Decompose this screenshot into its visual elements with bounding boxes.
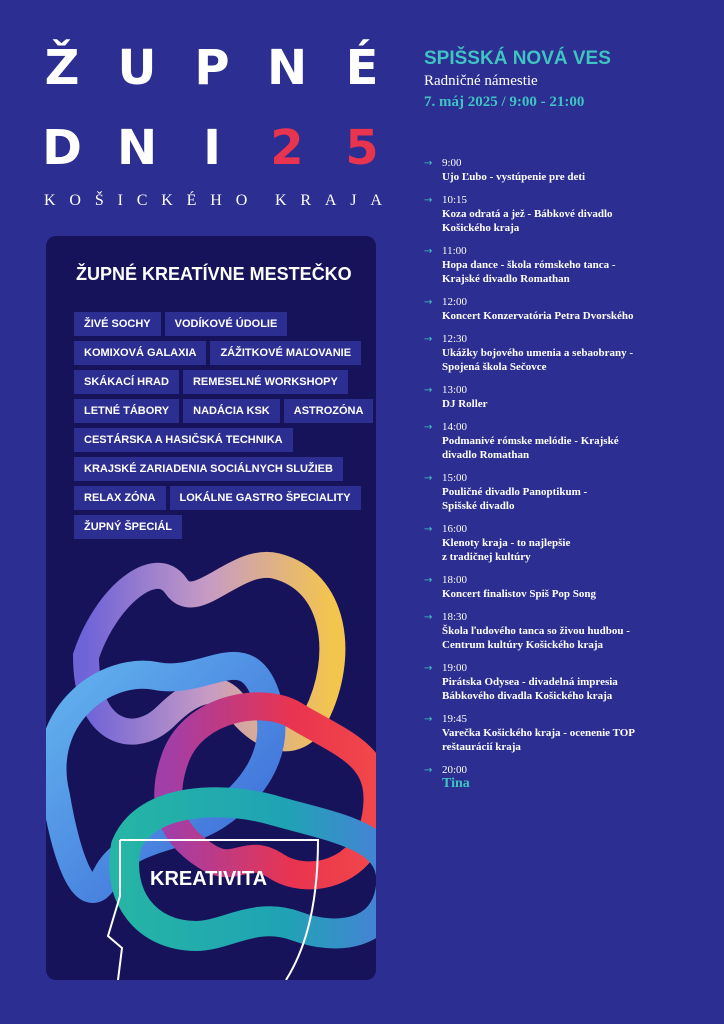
attraction-tag: LETNÉ TÁBORY [74,399,179,423]
title-letter: É [345,40,379,96]
schedule-time: 12:00 [442,296,468,308]
subtitle-letter: A [324,192,337,209]
arrow-right-icon: → [424,297,433,308]
schedule-description: Ukážky bojového umenia a sebaobrany - Spojená škola Sečovce [442,347,633,373]
arrow-right-icon: → [424,663,433,674]
venue-square: Radničné námestie [424,73,538,89]
arrow-right-icon: → [424,765,433,776]
schedule-time: 19:45 [442,713,468,725]
arrow-right-icon: → [424,714,433,725]
title-letter: D [42,120,82,176]
subtitle-letter: O [69,192,81,209]
schedule-time: 16:00 [442,523,468,535]
schedule-time: 19:00 [442,662,468,674]
schedule-description: Podmanivé rómske melódie - Krajské divadlo Romathan [442,435,619,461]
schedule-time: 18:00 [442,574,468,586]
title-letter: Ž [44,40,80,96]
schedule-item [424,194,714,235]
schedule-item [424,472,714,513]
title-letter: U [117,40,157,96]
attraction-tag: KOMIXOVÁ GALAXIA [74,341,206,365]
attraction-tag: NADÁCIA KSK [183,399,280,423]
schedule-item [424,384,714,411]
kreativita-label: KREATIVITA [150,868,268,890]
subtitle-letter: Š [94,192,104,209]
schedule-time: 10:15 [442,194,468,206]
subtitle-letter: I [117,192,123,209]
title-line-1 [42,40,382,96]
schedule-description: Koncert Konzervatória Petra Dvorského [442,310,634,322]
schedule-description: Varečka Košického kraja - ocenenie TOP reštaurácií kraja [442,727,636,753]
subtitle-letter: É [186,192,197,209]
attraction-tag: CESTÁRSKA A HASIČSKÁ TECHNIKA [74,428,293,452]
attraction-tag: REMESELNÉ WORKSHOPY [183,370,348,394]
arrow-right-icon: → [424,575,433,586]
schedule-description: Pirátska Odysea - divadelná impresia Bábkového divadla Košického kraja [442,676,618,702]
schedule-description: Koza odratá a jež - Bábkové divadlo Košického kraja [442,208,613,234]
schedule-time: 20:00 [442,764,468,776]
subtitle-letter: K [274,192,287,209]
schedule-description: Pouličné divadlo Panoptikum - Spišské divadlo [442,486,588,512]
schedule-item [424,523,714,564]
schedule-description: Klenoty kraja - to najlepšie z tradičnej kultúry [442,537,571,563]
title-letter: N [117,120,158,176]
schedule-time: 13:00 [442,384,468,396]
schedule-time: 11:00 [442,245,467,257]
attraction-tag: LOKÁLNE GASTRO ŠPECIALITY [170,486,361,510]
schedule-time: 12:30 [442,333,468,345]
schedule-time: 18:30 [442,611,468,623]
subtitle-letter: R [300,192,312,209]
title-letter: I [203,120,221,176]
kreativne-mestecko-panel [46,236,376,980]
subtitle-letter: K [44,192,56,209]
schedule-item [424,713,714,754]
arrow-right-icon: → [424,195,433,206]
title-letter: N [267,40,308,96]
attraction-tag: ŽIVÉ SOCHY [74,312,161,336]
schedule-item [424,662,714,703]
arrow-right-icon: → [424,524,433,535]
schedule-description: Koncert finalistov Spiš Pop Song [442,588,597,600]
schedule-description: Tina [442,776,470,791]
attraction-tag: VODÍKOVÉ ÚDOLIE [165,312,288,336]
arrow-right-icon: → [424,473,433,484]
schedule-item [424,245,714,286]
subtitle-letter: J [350,192,357,209]
panel-title: ŽUPNÉ KREATÍVNE MESTEČKO [76,264,352,284]
schedule-time: 9:00 [442,157,462,169]
schedule-item [424,157,714,184]
schedule-item [424,764,714,791]
subtitle-letter: A [370,192,382,209]
title-year-digit: 2 [270,120,304,176]
title-year-digit: 5 [345,120,379,176]
arrow-right-icon: → [424,612,433,623]
program-schedule [424,157,714,791]
attraction-tag: ŽUPNÝ ŠPECIÁL [74,515,182,539]
schedule-item [424,296,714,323]
schedule-item [424,333,714,374]
attraction-tag: ZÁŽITKOVÉ MAĽOVANIE [210,341,361,365]
arrow-right-icon: → [424,246,433,257]
schedule-time: 15:00 [442,472,468,484]
attraction-tag: KRAJSKÉ ZARIADENIA SOCIÁLNYCH SLUŽIEB [74,457,343,481]
title-letter: P [194,40,230,96]
subtitle-letter: K [161,192,173,209]
arrow-right-icon: → [424,158,433,169]
subtitle-letter: C [136,192,148,209]
schedule-item [424,421,714,462]
attraction-tag: SKÁKACÍ HRAD [74,370,179,394]
attraction-tag: RELAX ZÓNA [74,486,166,510]
schedule-description: Ujo Ľubo - vystúpenie pre deti [442,171,586,183]
attraction-tag: ASTROZÓNA [284,399,374,423]
schedule-item [424,574,714,601]
arrow-right-icon: → [424,385,433,396]
arrow-right-icon: → [424,422,433,433]
subtitle-letter: O [235,192,248,209]
schedule-item [424,611,714,652]
schedule-time: 14:00 [442,421,468,433]
schedule-description: DJ Roller [442,398,488,410]
venue-city: SPIŠSKÁ NOVÁ VES [424,48,611,69]
subtitle-letter: H [210,192,222,209]
title-line-2 [42,120,382,176]
schedule-description: Hopa dance - škola rómskeho tanca - Krajské divadlo Romathan [442,259,616,285]
venue-date: 7. máj 2025 / 9:00 - 21:00 [424,94,585,110]
schedule-description: Škola ľudového tanca so živou hudbou - Centrum kultúry Košického kraja [442,625,630,651]
subtitle [44,192,382,210]
arrow-right-icon: → [424,334,433,345]
